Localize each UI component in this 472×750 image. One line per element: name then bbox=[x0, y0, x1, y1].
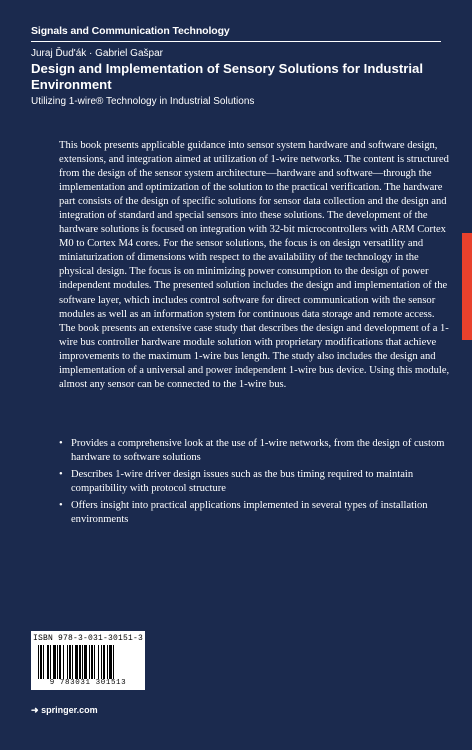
feature-list bbox=[59, 437, 451, 530]
barcode-panel bbox=[31, 631, 145, 690]
barcode-stripe bbox=[103, 645, 105, 679]
barcode-stripe bbox=[47, 645, 49, 679]
list-item bbox=[59, 468, 451, 496]
description-text: This book presents applicable guidance into sensor system hardware and software design, extensions, and integration aimed at utilization of 1-wire networks. The content is structured from the design of the sensor system architecture—hardware and software—through the implementation and optimization of the solution to the practical verification. The hardware part consists of the design of specific solutions for sensor data collection and the design and integration of standard and special sensors into these solutions. The development of the hardware solutions is focused on integration with 32-bit microcontrollers with ARM Cortex M0 to Cortex M4 cores. For the sensor solutions, the focus is on design versatility and miniaturization of dimensions with respect to the availability of the technology in the physical design. The focus is on minimizing power consumption to the design of power independent modules. The presented solution includes the design and implementation of the software layer, which includes control software for direct communication with the sensor modules as well as an information system for continuous data storage and remote access. The book presents an extensive case study that describes the design and development of a 1-wire bus controller hardware module solution with proprietary modifications that achieve improvements to the maximum 1-wire bus length. The study also includes the design and implementation of a universal and power independent 1-wire bus device. Using this module, almost any sensor can be connected to the 1-wire bus. bbox=[59, 140, 450, 390]
arrow-icon: ➜ bbox=[31, 705, 39, 715]
bullet-icon: • bbox=[59, 469, 63, 481]
list-item-text: Offers insight into practical applications implemented in several types of installation environments bbox=[71, 500, 428, 526]
book-subtitle: Utilizing 1-wire® Technology in Industrial Solutions bbox=[31, 96, 255, 107]
barcode-stripe bbox=[98, 645, 99, 679]
barcode-stripe bbox=[63, 645, 64, 679]
barcode-stripe bbox=[94, 645, 95, 679]
barcode-stripe bbox=[40, 645, 42, 679]
barcode-icon bbox=[38, 645, 138, 679]
publisher-link[interactable] bbox=[31, 705, 98, 716]
barcode-stripe bbox=[91, 645, 93, 679]
list-item-text: Describes 1-wire driver design issues such as the bus timing required to maintain compatibility with protocol structure bbox=[71, 469, 414, 495]
list-item-text: Provides a comprehensive look at the use of 1-wire networks, from the design of custom hardware to software solutions bbox=[71, 438, 445, 464]
barcode-stripe bbox=[43, 645, 44, 679]
barcode-stripe bbox=[82, 645, 83, 679]
spine-tab bbox=[462, 233, 472, 340]
publisher-site: springer.com bbox=[41, 705, 98, 715]
list-item bbox=[59, 437, 451, 465]
list-item bbox=[59, 499, 451, 527]
barcode-stripe bbox=[75, 645, 78, 679]
barcode-stripe bbox=[69, 645, 71, 679]
barcode-stripe bbox=[59, 645, 61, 679]
barcode-stripe bbox=[101, 645, 102, 679]
barcode-stripe bbox=[113, 645, 114, 679]
header-rule bbox=[31, 41, 441, 42]
bullet-icon: • bbox=[59, 500, 63, 512]
bullet-icon: • bbox=[59, 438, 63, 449]
barcode-stripe bbox=[57, 645, 58, 679]
isbn-text: ISBN 978-3-031-30151-3 bbox=[32, 634, 144, 643]
barcode-stripe bbox=[53, 645, 56, 679]
barcode-stripe bbox=[38, 645, 39, 679]
barcode-stripe bbox=[109, 645, 112, 679]
barcode-digits: 9 783031 301513 bbox=[49, 679, 127, 687]
barcode-stripe bbox=[107, 645, 108, 679]
book-title: Design and Implementation of Sensory Solutions for Industrial Environment bbox=[31, 61, 423, 92]
barcode-stripe bbox=[50, 645, 51, 679]
barcode-stripe bbox=[89, 645, 90, 679]
authors: Juraj Ďud'ák · Gabriel Gašpar bbox=[31, 48, 163, 59]
barcode-stripe bbox=[79, 645, 81, 679]
description bbox=[59, 139, 451, 392]
barcode-stripe bbox=[72, 645, 73, 679]
barcode-stripe bbox=[84, 645, 87, 679]
series-name: Signals and Communication Technology bbox=[31, 25, 230, 37]
barcode-stripe bbox=[67, 645, 68, 679]
